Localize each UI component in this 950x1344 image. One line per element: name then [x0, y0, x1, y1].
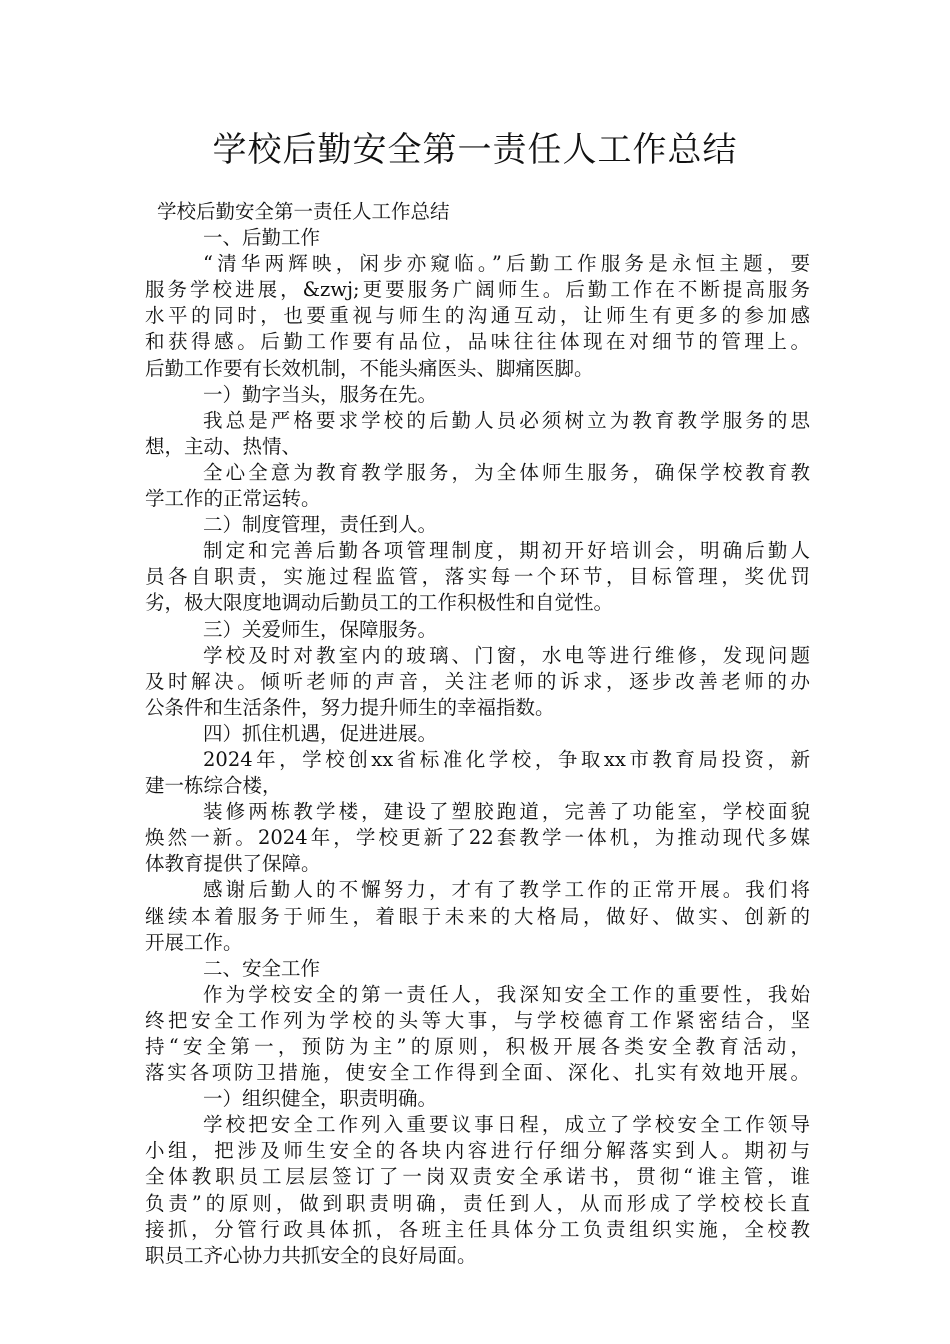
text-line: 感谢后勤人的不懈努力，才有了教学工作的正常开展。我们将: [203, 878, 810, 902]
text-line: 公条件和生活条件，努力提升师生的幸福指数。: [145, 695, 555, 719]
text-line: “清华两辉映，闲步亦窥临。”后勤工作服务是永恒主题，要: [203, 252, 810, 276]
text-line: 接抓，分管行政具体抓，各班主任具体分工负责组织实施，全校教: [145, 1217, 810, 1241]
text-line: 劣，极大限度地调动后勤员工的工作积极性和自觉性。: [145, 591, 614, 615]
text-line: 制定和完善后勤各项管理制度，期初开好培训会，明确后勤人: [203, 539, 810, 563]
text-line: 一、后勤工作: [203, 226, 321, 250]
text-line: 学校后勤安全第一责任人工作总结: [157, 200, 450, 223]
text-line: 一）组织健全，职责明确。: [203, 1087, 438, 1111]
text-line: 想，主动、热情、: [145, 434, 302, 458]
text-line: 水平的同时，也要重视与师生的沟通互动，让师生有更多的参加感: [145, 304, 810, 328]
text-line: 体教育提供了保障。: [145, 852, 321, 876]
text-line: 负责”的原则，做到职责明确，责任到人，从而形成了学校校长直: [145, 1191, 810, 1215]
text-line: 全体教职员工层层签订了一岗双责安全承诺书，贯彻“谁主管，谁: [145, 1165, 810, 1189]
text-line: 后勤工作要有长效机制，不能头痛医头、脚痛医脚。: [145, 356, 594, 380]
text-line: 全心全意为教育教学服务，为全体师生服务，确保学校教育教: [203, 460, 810, 484]
text-line: 四）抓住机遇，促进进展。: [203, 721, 438, 745]
text-line: 学校把安全工作列入重要议事日程，成立了学校安全工作领导: [203, 1113, 810, 1137]
text-line: 员各自职责，实施过程监管，落实每一个环节，目标管理，奖优罚: [145, 565, 810, 589]
text-line: 作为学校安全的第一责任人，我深知安全工作的重要性，我始: [203, 982, 810, 1006]
text-line: 二）制度管理，责任到人。: [203, 513, 438, 537]
text-line: 服务学校进展，&zwj;更要服务广阔师生。后勤工作在不断提高服务: [145, 278, 810, 302]
text-line: 焕然一新。2024年，学校更新了22套教学一体机，为推动现代多媒: [145, 826, 810, 850]
text-line: 开展工作。: [145, 930, 243, 954]
text-line: 建一栋综合楼，: [145, 774, 282, 798]
text-line: 持“安全第一，预防为主”的原则，积极开展各类安全教育活动，: [145, 1035, 810, 1058]
document-body: [145, 199, 810, 1269]
text-line: 和获得感。后勤工作要有品位，品味往往体现在对细节的管理上。: [145, 330, 810, 354]
text-line: 一）勤字当头，服务在先。: [203, 382, 438, 406]
text-line: 学校及时对教室内的玻璃、门窗，水电等进行维修，发现问题: [203, 643, 810, 667]
text-line: 继续本着服务于师生，着眼于未来的大格局，做好、做实、创新的: [145, 904, 810, 928]
text-line: 二、安全工作: [203, 956, 321, 980]
text-line: 落实各项防卫措施，使安全工作得到全面、深化、扎实有效地开展。: [145, 1061, 810, 1085]
text-line: 终把安全工作列为学校的头等大事，与学校德育工作紧密结合，坚: [145, 1008, 810, 1032]
text-line: 我总是严格要求学校的后勤人员必须树立为教育教学服务的思: [203, 408, 810, 432]
text-line: 三）关爱师生，保障服务。: [203, 617, 438, 641]
text-line: 2024年，学校创xx省标准化学校，争取xx市教育局投资，新: [203, 747, 810, 771]
text-line: 及时解决。倾听老师的声音，关注老师的诉求，逐步改善老师的办: [145, 669, 810, 693]
text-line: 学工作的正常运转。: [145, 487, 321, 511]
text-line: 小组，把涉及师生安全的各块内容进行仔细分解落实到人。期初与: [145, 1139, 810, 1163]
document-title: 学校后勤安全第一责任人工作总结: [212, 130, 738, 170]
text-line: 装修两栋教学楼，建设了塑胶跑道，完善了功能室，学校面貌: [203, 800, 810, 824]
text-line: 职员工齐心协力共抓安全的良好局面。: [145, 1243, 477, 1267]
